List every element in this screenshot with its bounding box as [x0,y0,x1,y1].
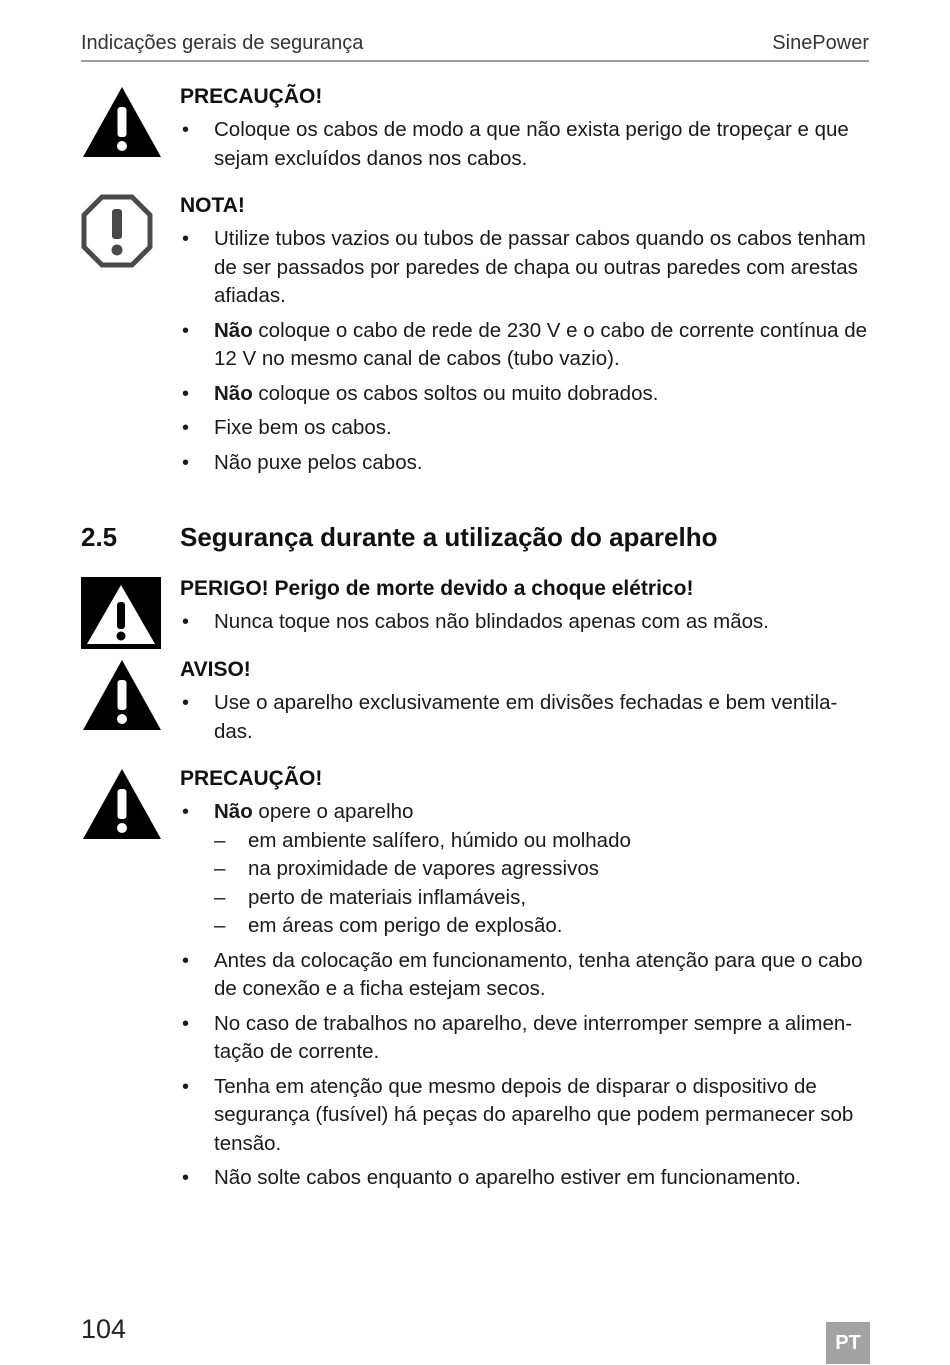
list-item: • Não opere o aparelho – em ambiente salífero, húmido ou molhado – na proximidade de vapores agressivos – perto de materiais inflamáveis, – em áreas com perigo de explosão. [180,798,870,941]
list-item: • No caso de trabalhos no aparelho, deve interromper sempre a alimen-tação de corrente. [180,1010,870,1067]
list-item: • Não coloque os cabos soltos ou muito dobrados. [180,380,870,409]
caution-list-2 [180,798,870,1193]
dash-item: – em ambiente salífero, húmido ou molhado [214,827,870,856]
list-item: • Não solte cabos enquanto o aparelho estiver em funcionamento. [180,1164,870,1193]
dash-item: – em áreas com perigo de explosão. [214,912,870,941]
list-item: • Antes da colocação em funcionamento, tenha atenção para que o cabo de conexão e a ficha estejam secos. [180,947,870,1004]
section-title: Segurança durante a utilização do aparelho [180,522,718,552]
header-chapter-title: Indicações gerais de segurança [81,32,364,54]
warning-content [180,658,870,752]
warning-list [180,689,870,746]
caution-title-2: PRECAUÇÃO! [180,767,323,790]
note-list [180,225,870,477]
warning-triangle-icon [81,767,163,841]
danger-title: PERIGO! Perigo de morte devido a choque elétrico! [180,577,694,600]
language-badge: PT [826,1322,870,1364]
danger-triangle-icon [81,577,161,649]
list-item: • Use o aparelho exclusivamente em divisões fechadas e bem ventila-das. [180,689,870,746]
dash-list [214,827,870,941]
note-octagon-icon [81,194,153,268]
caution-title: PRECAUÇÃO! [180,85,323,108]
list-item: • Utilize tubos vazios ou tubos de passar cabos quando os cabos tenham de ser passados por paredes de chapa ou outras paredes com arestas afiadas. [180,225,870,311]
warning-triangle-icon [81,658,163,732]
caution-content [180,85,870,179]
dash-item: – na proximidade de vapores agressivos [214,855,870,884]
section-number: 2.5 [81,522,118,552]
note-content [180,194,870,483]
danger-content [180,577,870,643]
list-item: • Não coloque o cabo de rede de 230 V e o cabo de corrente contínua de 12 V no mesmo canal de cabos (tubo vazio). [180,317,870,374]
page-header [81,30,869,62]
list-item: • Tenha em atenção que mesmo depois de disparar o dispositivo de segurança (fusível) há peças do aparelho que podem permanecer sob tensão. [180,1073,870,1159]
dash-item: – perto de materiais inflamáveis, [214,884,870,913]
list-item: • Fixe bem os cabos. [180,414,870,443]
note-title: NOTA! [180,194,245,217]
page-number: 104 [81,1314,127,1344]
caution-content-2 [180,767,870,1199]
list-item: • Não puxe pelos cabos. [180,449,870,478]
danger-list [180,608,870,637]
section-heading [81,522,871,558]
warning-title: AVISO! [180,658,251,681]
list-item: • Nunca toque nos cabos não blindados apenas com as mãos. [180,608,870,637]
list-item: • Coloque os cabos de modo a que não exista perigo de tropeçar e que sejam excluídos danos nos cabos. [180,116,870,173]
warning-triangle-icon [81,85,163,159]
header-product-name: SinePower [772,32,869,54]
caution-list [180,116,870,173]
